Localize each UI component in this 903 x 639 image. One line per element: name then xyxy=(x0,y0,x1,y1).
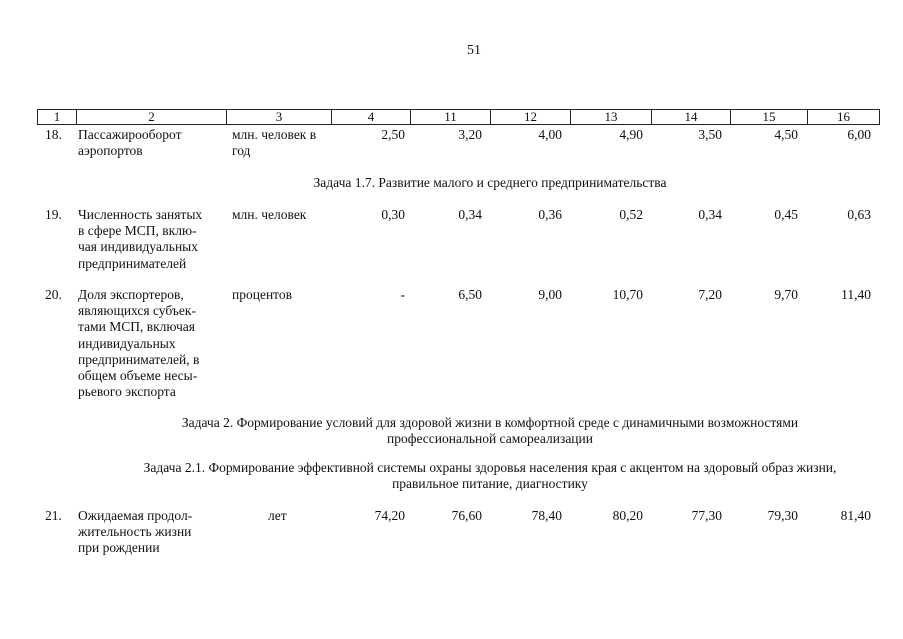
value-cell: 0,30 xyxy=(381,207,405,222)
value-cell: 0,34 xyxy=(458,207,482,222)
value-cell: 0,63 xyxy=(847,207,871,222)
indicator-name: Численность занятых в сфере МСП, вклю- чая индивидуальных предпринимателей xyxy=(78,207,203,271)
value-cell: 7,20 xyxy=(698,287,722,302)
row-number: 21. xyxy=(45,508,62,523)
header-cell: 16 xyxy=(837,110,850,124)
unit: процентов xyxy=(232,287,293,302)
table-header-row xyxy=(37,109,880,125)
value-cell: 77,30 xyxy=(691,508,722,523)
value-cell: 4,00 xyxy=(538,127,562,142)
value-cell: 76,60 xyxy=(451,508,482,523)
header-cell: 4 xyxy=(332,110,411,124)
value-cell: 81,40 xyxy=(840,508,871,523)
value-cell: 3,20 xyxy=(458,127,482,142)
row-number: 19. xyxy=(45,207,62,222)
value-cell: 0,34 xyxy=(698,207,722,222)
value-cell: 6,50 xyxy=(458,287,482,302)
header-cell: 13 xyxy=(571,110,652,124)
value-cell: 78,40 xyxy=(531,508,562,523)
indicator-name: Ожидаемая продол- жительность жизни при рождении xyxy=(78,508,193,556)
value-cell: 0,36 xyxy=(538,207,562,222)
header-cell: 11 xyxy=(411,110,491,124)
unit: млн. человек xyxy=(232,207,307,222)
value-cell: 4,90 xyxy=(619,127,643,142)
value-cell: 10,70 xyxy=(612,287,643,302)
unit: млн. человек в год xyxy=(232,127,317,159)
value-cell: 9,70 xyxy=(774,287,798,302)
value-cell: 11,40 xyxy=(841,287,871,302)
value-cell: 0,45 xyxy=(774,207,798,222)
value-cell: 2,50 xyxy=(381,127,405,142)
page-number: 51 xyxy=(467,43,481,58)
row-number: 20. xyxy=(45,287,62,302)
value-cell: 79,30 xyxy=(767,508,798,523)
value-cell: - xyxy=(400,287,405,302)
header-cell: 3 xyxy=(227,110,332,124)
value-cell: 80,20 xyxy=(612,508,643,523)
header-cell: 12 xyxy=(491,110,571,124)
row-number: 18. xyxy=(45,127,62,142)
unit: лет xyxy=(268,508,287,523)
value-cell: 4,50 xyxy=(774,127,798,142)
value-cell: 9,00 xyxy=(538,287,562,302)
indicator-name: Пассажирооборот аэропортов xyxy=(78,127,182,159)
value-cell: 3,50 xyxy=(698,127,722,142)
value-cell: 6,00 xyxy=(847,127,871,142)
header-cell: 2 xyxy=(77,110,227,124)
value-cell: 74,20 xyxy=(374,508,405,523)
header-cell: 14 xyxy=(652,110,731,124)
header-cell: 15 xyxy=(731,110,808,124)
section-title: Задача 1.7. Развитие малого и среднего предпринимательства xyxy=(313,175,667,190)
header-cell: 1 xyxy=(38,110,77,124)
value-cell: 0,52 xyxy=(619,207,643,222)
indicator-name: Доля экспортеров, являющихся субъек- тами МСП, включая индивидуальных предпринимателей, в общем объеме несы- рьевого экспорта xyxy=(78,287,200,400)
section-title: Задача 2.1. Формирование эффективной системы охраны здоровья населения края с акцентом на здоровый образ жизни, правильное питание, диагностику xyxy=(143,460,837,492)
section-title: Задача 2. Формирование условий для здоровой жизни в комфортной среде с динамичными возможностями профессиональной самореализации xyxy=(181,415,799,447)
